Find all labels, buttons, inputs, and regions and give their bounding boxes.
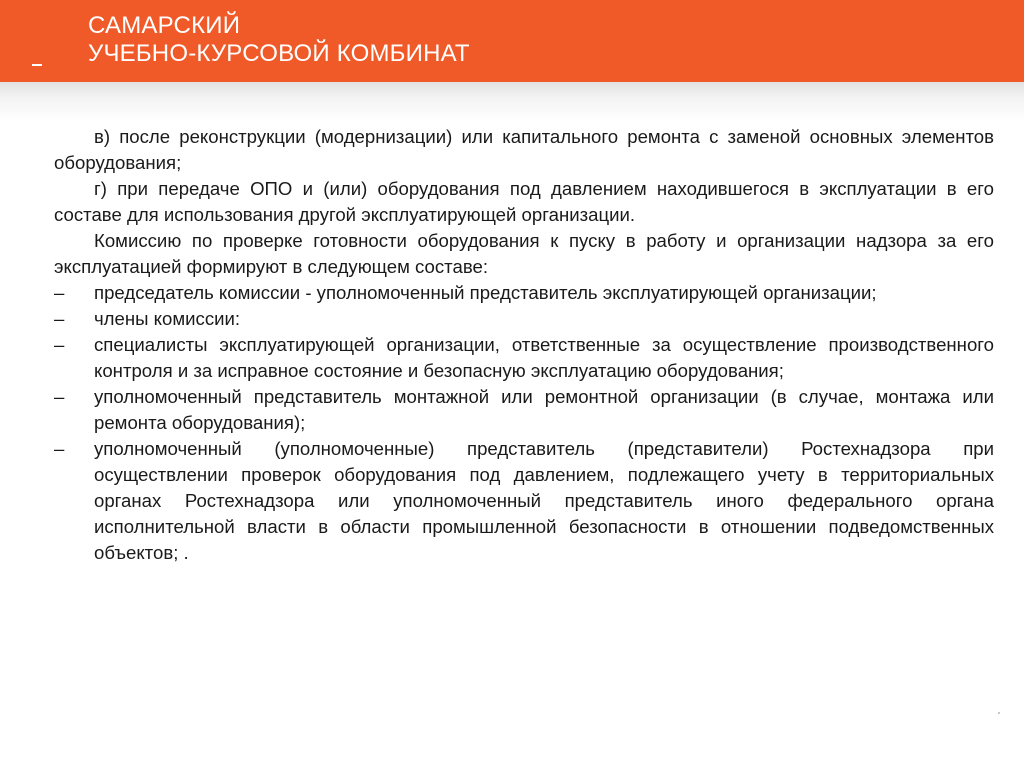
list-item xyxy=(54,384,994,436)
list-dash: – xyxy=(54,282,65,303)
list-item xyxy=(54,306,994,332)
paragraph-v: в) после реконструкции (модернизации) или капитального ремонта с заменой основных элементов оборудования; xyxy=(54,126,994,173)
list-item-text: председатель комиссии - уполномоченный представитель эксплуатирующей организации; xyxy=(94,282,877,303)
slide-body xyxy=(54,124,994,566)
list-item xyxy=(54,280,994,306)
paragraph-commission: Комиссию по проверке готовности оборудования к пуску в работу и организации надзора за его эксплуатацией формируют в следующем составе: xyxy=(54,230,994,277)
list-dash: – xyxy=(54,386,65,407)
list-dash: – xyxy=(54,334,65,355)
organization-name-line1: САМАРСКИЙ xyxy=(88,12,241,39)
organization-name-line2: УЧЕБНО-КУРСОВОЙ КОМБИНАТ xyxy=(88,40,470,67)
list-dash: – xyxy=(54,308,65,329)
paragraph-g: г) при передаче ОПО и (или) оборудования под давлением находившегося в эксплуатации в его составе для использования другой эксплуатирующей организации. xyxy=(54,178,994,225)
header-dash-mark xyxy=(32,64,42,66)
header-bar xyxy=(0,0,1024,82)
list-dash: – xyxy=(54,438,65,459)
list-item xyxy=(54,436,994,566)
list-item xyxy=(54,332,994,384)
list-item-text: уполномоченный (уполномоченные) представитель (представители) Ростехнадзора при осуществлении проверок оборудования под давлением, подлежащего учету в территориальных органах Ростехнадзора или уполномоченный представитель иного федерального органа исполнительной власти в области промышленной безопасности в отношении подведомственных объектов; . xyxy=(94,438,994,563)
header-shadow xyxy=(0,82,1024,122)
list-item-text: члены комиссии: xyxy=(94,308,241,329)
list-item-text: уполномоченный представитель монтажной или ремонтной организации (в случае, монтажа или ремонта оборудования); xyxy=(94,386,994,433)
corner-mark xyxy=(998,712,1000,714)
list-item-text: специалисты эксплуатирующей организации, ответственные за осуществление производственного контроля и за исправное состояние и безопасную эксплуатацию оборудования; xyxy=(94,334,994,381)
